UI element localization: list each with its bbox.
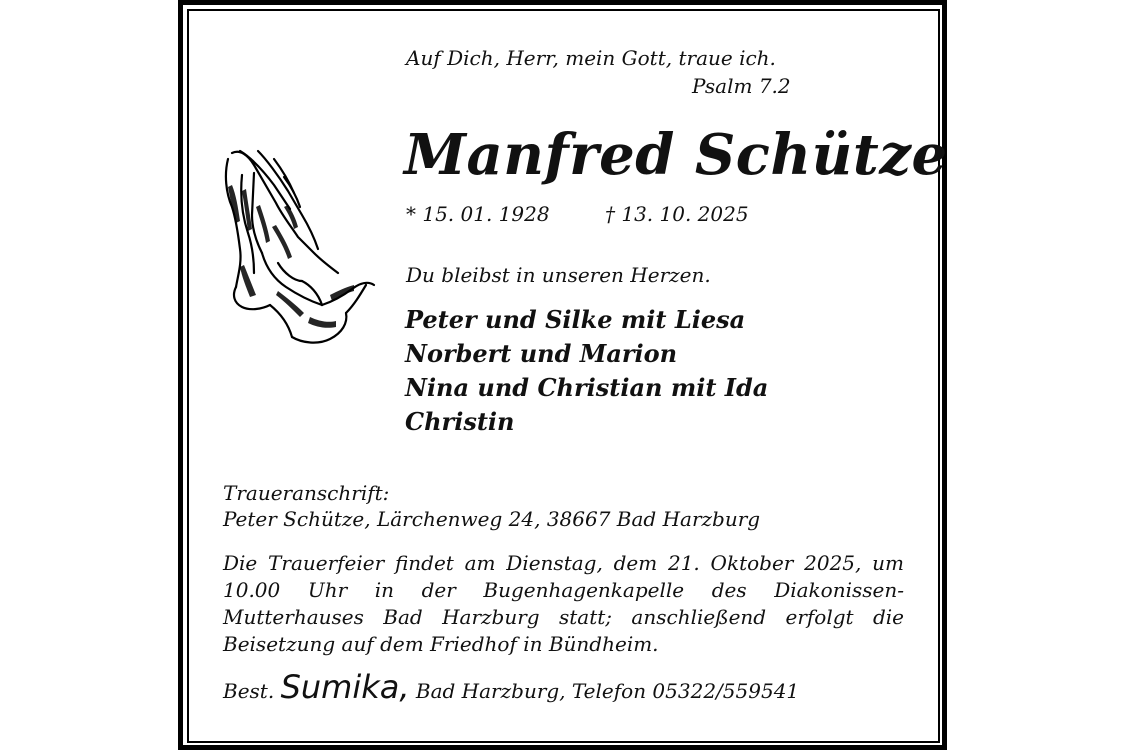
address-value: Peter Schütze, Lärchenweg 24, 38667 Bad Harzburg: [223, 507, 761, 531]
undertaker-line: [223, 668, 799, 706]
family-line: Nina und Christian mit Ida: [405, 373, 769, 402]
birth-date: * 15. 01. 1928: [406, 202, 550, 226]
family-line: Christin: [405, 407, 515, 436]
death-date: † 13. 10. 2025: [605, 202, 749, 226]
verse-reference: Psalm 7.2: [692, 74, 791, 98]
bible-verse: Auf Dich, Herr, mein Gott, traue ich.: [406, 46, 776, 70]
praying-hands-icon: [218, 145, 380, 350]
remembrance-line: Du bleibst in unseren Herzen.: [406, 263, 711, 287]
ceremony-info: Die Trauerfeier findet am Dienstag, dem 21. Oktober 2025, um 10.00 Uhr in der Bugenhagenkapelle des Diakonissen-Mutterhauses Bad Harzburg statt; anschließend erfolgt die Beisetzung auf dem Friedhof in Bündheim.: [223, 551, 904, 656]
undertaker-details: Bad Harzburg, Telefon 05322/559541: [415, 679, 800, 703]
undertaker-prefix: Best.: [223, 679, 275, 703]
undertaker-name: Sumika,: [280, 668, 410, 706]
family-line: Peter und Silke mit Liesa: [405, 305, 746, 334]
family-line: Norbert und Marion: [405, 339, 678, 368]
address-label: Traueranschrift:: [223, 481, 390, 505]
deceased-name: Manfred Schütze: [404, 122, 948, 188]
